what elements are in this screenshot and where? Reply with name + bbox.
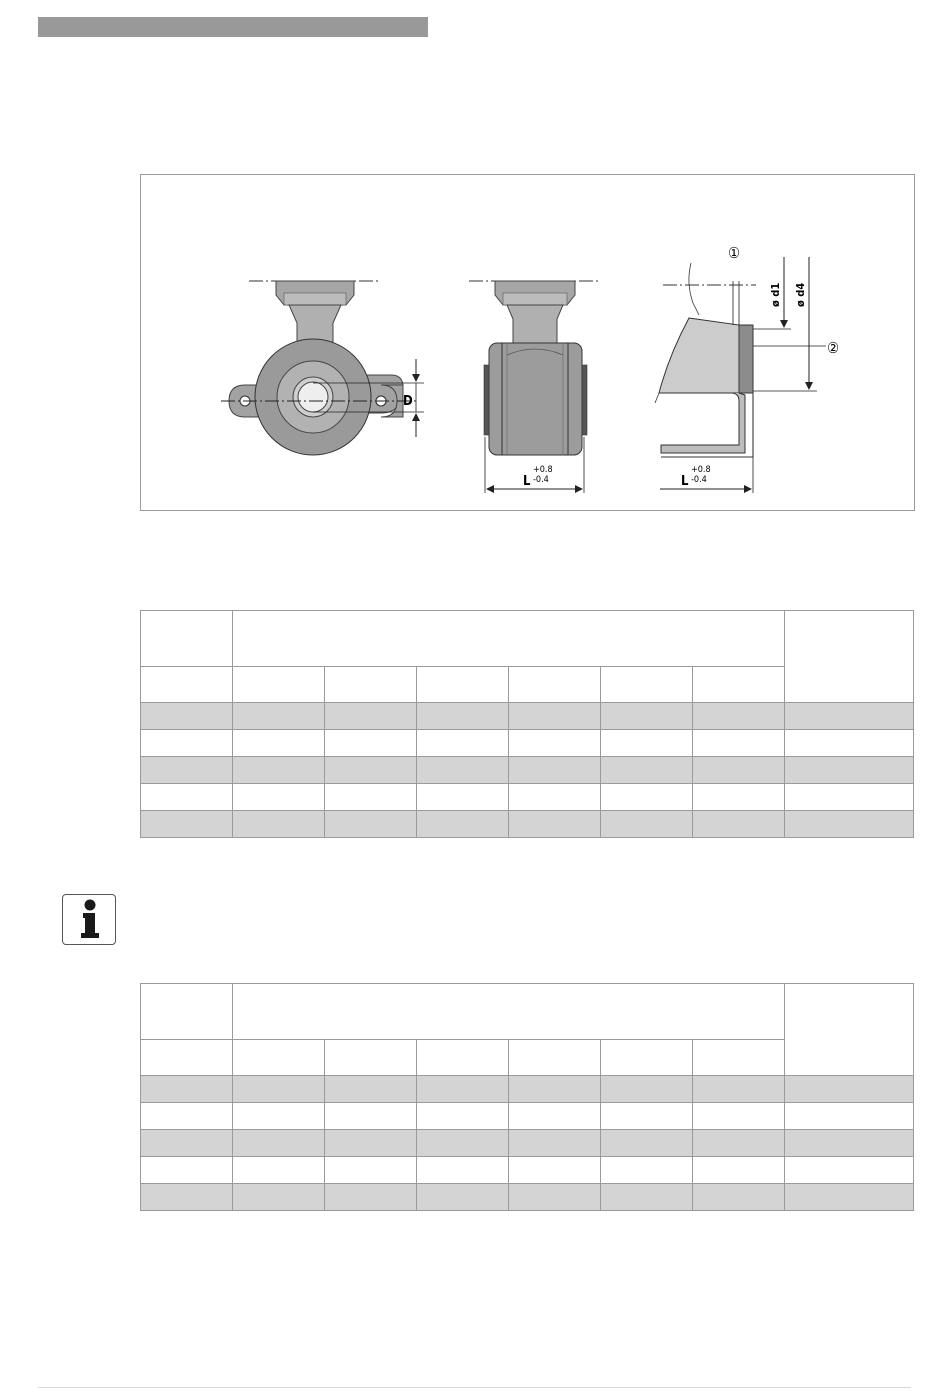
diameter-d4-label: ø d4 [794, 282, 807, 307]
tolerance-plus: +0.8 [533, 465, 553, 475]
d-dimension-label: D [403, 394, 413, 409]
header-cell-right [785, 611, 914, 703]
table-row [141, 730, 914, 757]
table-row [141, 811, 914, 838]
table-header-row [141, 611, 914, 667]
header-group-cell [233, 984, 785, 1040]
dimensions-table-2 [140, 983, 914, 1211]
table-header-row [141, 984, 914, 1040]
callout-2: ② [827, 339, 840, 357]
table-row [141, 1076, 914, 1103]
header-cell [141, 611, 233, 667]
header-cell [141, 984, 233, 1040]
tolerance-plus-2: +0.8 [691, 465, 711, 475]
header-group-cell [233, 611, 785, 667]
table-row [141, 703, 914, 730]
section-view [655, 244, 839, 493]
tolerance-minus-2: -0.4 [691, 475, 707, 485]
length-label: L [523, 474, 531, 489]
table-row [141, 1130, 914, 1157]
footer-rule [38, 1387, 911, 1388]
table-row [141, 784, 914, 811]
header-bar [38, 17, 428, 37]
table-row [141, 757, 914, 784]
length-label-2: L [681, 474, 689, 489]
info-glyph [63, 895, 114, 943]
dimension-drawing-svg [141, 175, 916, 512]
table-row [141, 1184, 914, 1211]
dimension-drawing [140, 174, 915, 511]
tolerance-minus: -0.4 [533, 475, 549, 485]
header-cell-right [785, 984, 914, 1076]
table-row [141, 1157, 914, 1184]
dimensions-table-1 [140, 610, 914, 838]
info-icon [62, 894, 116, 945]
front-view [221, 265, 424, 465]
diameter-d1-label: ø d1 [769, 282, 782, 307]
side-view [469, 281, 601, 493]
table-row [141, 1103, 914, 1130]
callout-1: ① [728, 244, 741, 262]
